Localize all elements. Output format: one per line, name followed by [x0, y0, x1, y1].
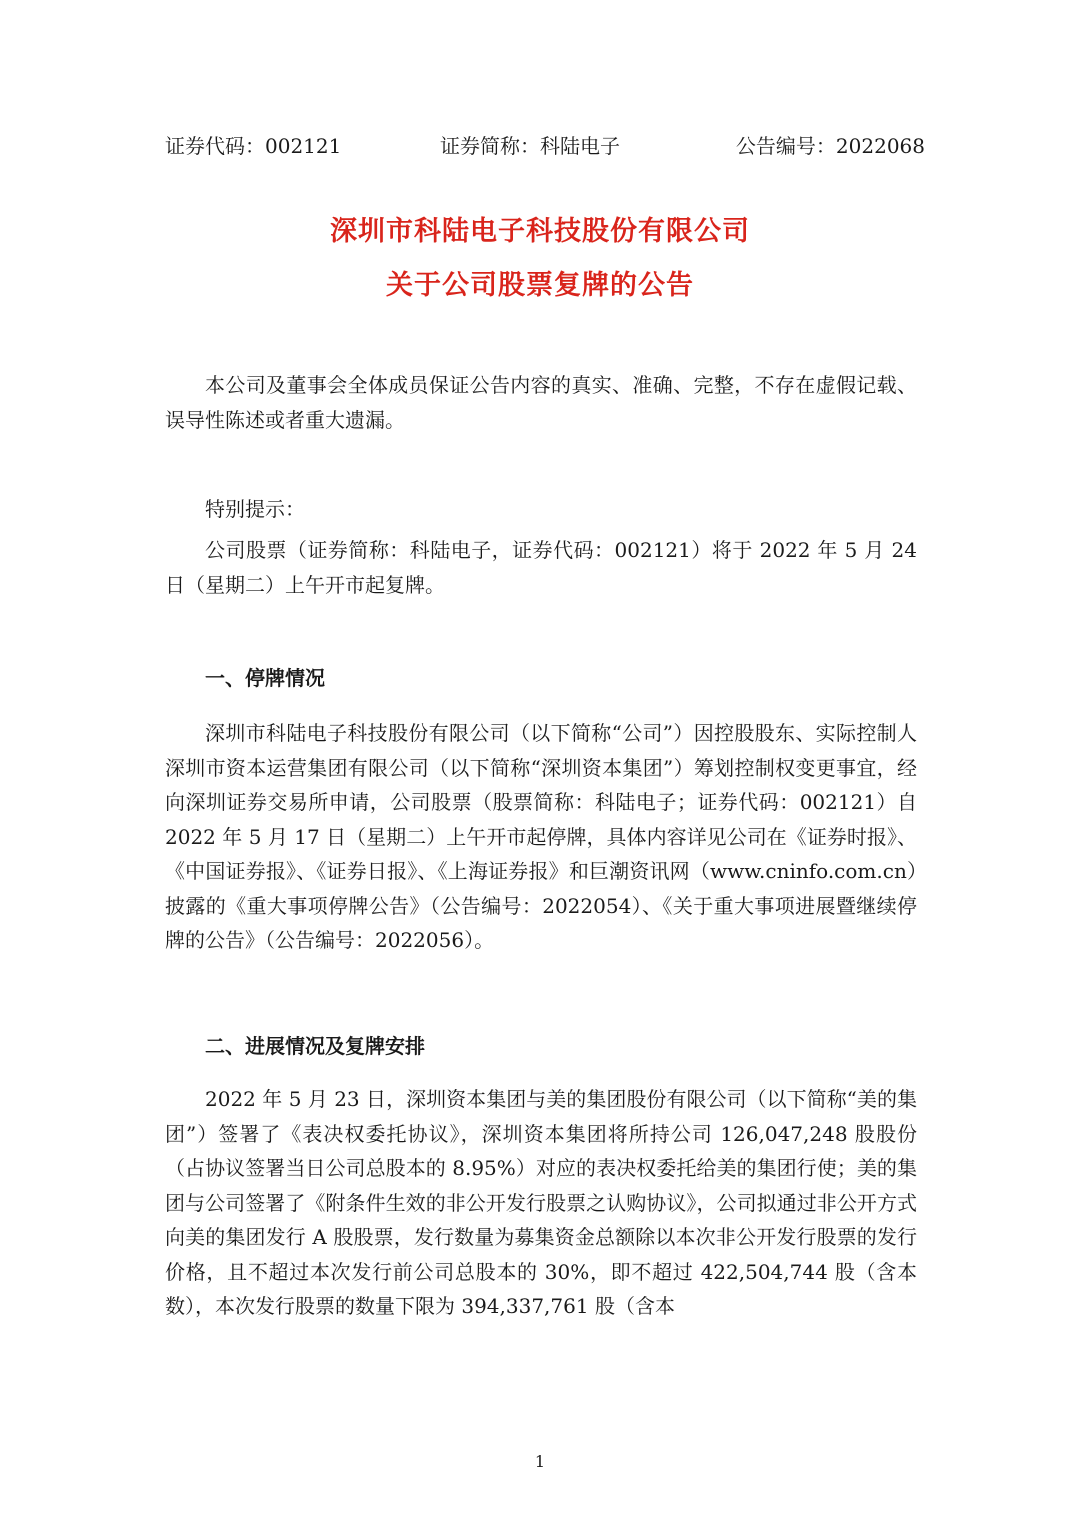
section-heading-suspension: 一、停牌情况 [205, 666, 325, 690]
special-notice-label: 特别提示： [205, 497, 305, 521]
announcement-number: 公告编号：2022068 [735, 134, 925, 158]
document-header [165, 130, 925, 162]
section-body-suspension: 深圳市科陆电子科技股份有限公司（以下简称“公司”）因控股股东、实际控制人深圳市资本运营集团有限公司（以下简称“深圳资本集团”）筹划控制权变更事宜，经向深圳证券交易所申请，公司股票（股票简称：科陆电子；证券代码：002121）自 2022 年 5 月 17 日（星期二）上午开市起停牌，具体内容详见公司在《证券时报》、《中国证券报》、《证券日报》、《上海证券报》和巨潮资讯网（www.cninfo.com.cn）披露的《重大事项停牌公告》（公告编号：2022054）、《关于重大事项进展暨继续停牌的公告》（公告编号：2022056）。 [165, 721, 917, 952]
section-body-progress: 2022 年 5 月 23 日，深圳资本集团与美的集团股份有限公司（以下简称“美的集团”）签署了《表决权委托协议》，深圳资本集团将所持公司 126,047,248 股股份（占协议签署当日公司总股本的 8.95%）对应的表决权委托给美的集团行使；美的集团与公司签署了《附条件生效的非公开发行股票之认购协议》，公司拟通过非公开方式向美的集团发行 A 股股票，发行数量为募集资金总额除以本次非公开发行股票的发行价格，且不超过本次发行前公司总股本的 30%，即不超过 422,504,744 股（含本数），本次发行股票的数量下限为 394,337,761 股（含本 [165, 1087, 917, 1318]
security-abbreviation: 证券简称：科陆电子 [440, 134, 620, 158]
section-heading-progress: 二、进展情况及复牌安排 [205, 1034, 425, 1058]
company-title: 深圳市科陆电子科技股份有限公司 [330, 216, 750, 247]
page-number: 1 [534, 1452, 546, 1471]
special-notice-body: 公司股票（证券简称：科陆电子，证券代码：002121）将于 2022 年 5 月 24 日（星期二）上午开市起复牌。 [165, 538, 917, 597]
board-statement: 本公司及董事会全体成员保证公告内容的真实、准确、完整，不存在虚假记载、误导性陈述或者重大遗漏。 [165, 373, 917, 432]
announcement-title: 关于公司股票复牌的公告 [386, 270, 694, 301]
security-code: 证券代码：002121 [165, 134, 342, 158]
